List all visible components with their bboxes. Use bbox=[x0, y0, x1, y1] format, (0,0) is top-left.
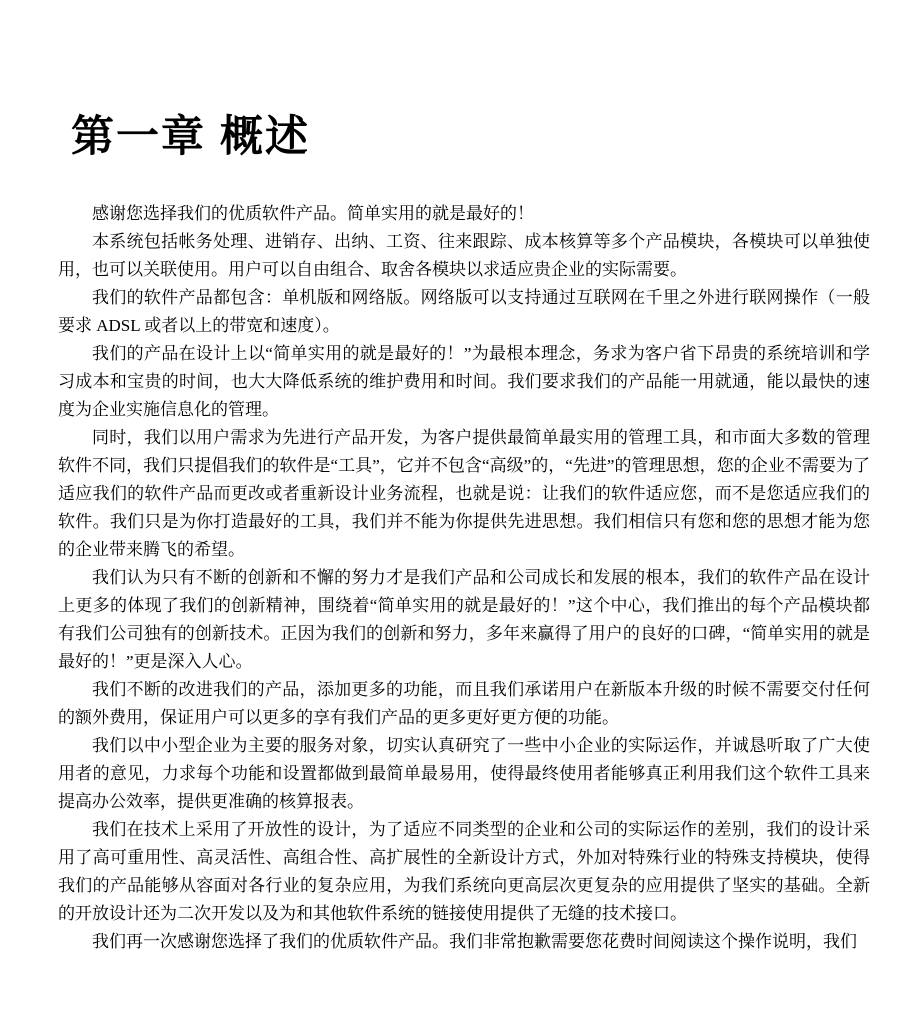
paragraph-open-design: 我们在技术上采用了开放性的设计，为了适应不同类型的企业和公司的实际运作的差别，我们的设计采用了高可重用性、高灵活性、高组合性、高扩展性的全新设计方式，外加对特殊行业的特殊支持模块，使得我们的产品能够从容面对各行业的复杂应用，为我们系统向更高层次更复杂的应用提供了坚实的基础。全新的开放设计还为二次开发以及为和其他软件系统的链接使用提供了无缝的技术接口。 bbox=[58, 820, 870, 923]
paragraph-design-philosophy: 我们的产品在设计上以“简单实用的就是最好的！”为最根本理念，务求为客户省下昂贵的系统培训和学习成本和宝贵的时间，也大大降低系统的维护费用和时间。我们要求我们的产品能一用就通，能以最快的速度为企业实施信息化的管理。 bbox=[58, 344, 870, 419]
paragraph-editions: 我们的软件产品都包含：单机版和网络版。网络版可以支持通过互联网在千里之外进行联网操作（一般要求 ADSL 或者以上的带宽和速度）。 bbox=[58, 288, 870, 335]
paragraph-innovation: 我们认为只有不断的创新和不懈的努力才是我们产品和公司成长和发展的根本，我们的软件产品在设计上更多的体现了我们的创新精神，围绕着“简单实用的就是最好的！”这个中心，我们推出的每个产品模块都有我们公司独有的创新技术。正因为我们的创新和努力，多年来赢得了用户的良好的口碑，“简单实用的就是最好的！”更是深入人心。 bbox=[58, 568, 870, 671]
chapter-title: 第一章 概述 bbox=[71, 113, 310, 161]
paragraph-system-modules: 本系统包括帐务处理、进销存、出纳、工资、往来跟踪、成本核算等多个产品模块，各模块可以单独使用，也可以关联使用。用户可以自由组合、取舍各模块以求适应贵企业的实际需要。 bbox=[58, 232, 870, 279]
paragraph-user-needs: 同时，我们以用户需求为先进行产品开发，为客户提供最简单最实用的管理工具，和市面大多数的管理软件不同，我们只提倡我们的软件是“工具”，它并不包含“高级”的，“先进”的管理思想，您的企业不需要为了适应我们的软件产品而更改或者重新设计业务流程，也就是说：让我们的软件适应您，而不是您适应我们的软件。我们只是为你打造最好的工具，我们并不能为你提供先进思想。我们相信只有您和您的思想才能为您的企业带来腾飞的希望。 bbox=[58, 428, 870, 559]
paragraph-free-upgrades: 我们不断的改进我们的产品，添加更多的功能，而且我们承诺用户在新版本升级的时候不需要交付任何的额外费用，保证用户可以更多的享有我们产品的更多更好更方便的功能。 bbox=[58, 680, 870, 727]
paragraph-closing-thanks: 我们再一次感谢您选择了我们的优质软件产品。我们非常抱歉需要您花费时间阅读这个操作说明，我们 bbox=[92, 932, 857, 951]
paragraph-sme-focus: 我们以中小型企业为主要的服务对象，切实认真研究了一些中小企业的实际运作，并诚恳听取了广大使用者的意见，力求每个功能和设置都做到最简单最易用，使得最终使用者能够真正利用我们这个软件工具来提高办公效率，提供更准确的核算报表。 bbox=[58, 736, 870, 811]
paragraph-intro-thanks: 感谢您选择我们的优质软件产品。简单实用的就是最好的！ bbox=[92, 204, 534, 223]
document-body bbox=[58, 200, 870, 956]
